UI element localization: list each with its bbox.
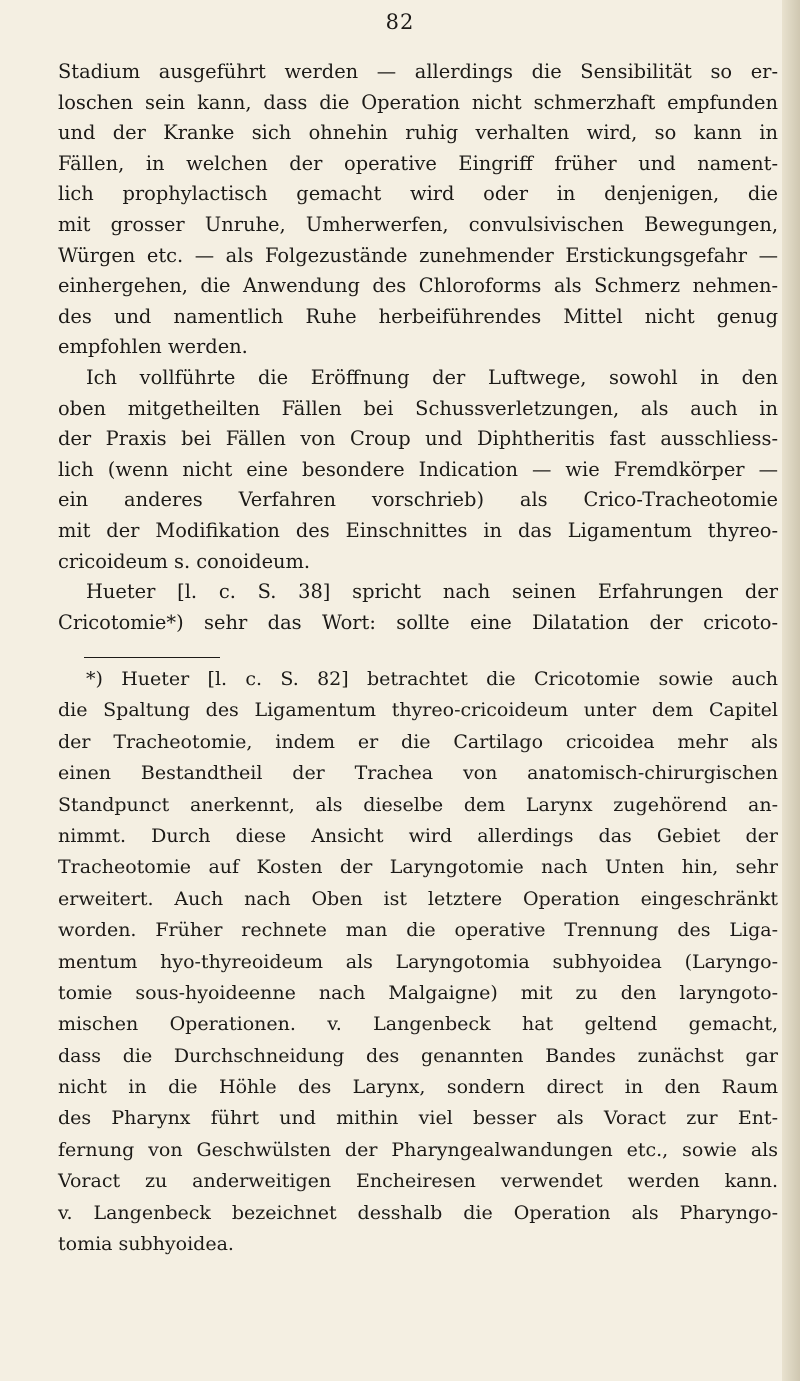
text-line: ein anderes Verfahren vorschrieb) als Crico-Tracheotomie — [58, 488, 778, 512]
footnote-line: Standpunct anerkennt, als dieselbe dem Larynx zugehörend an- — [58, 793, 778, 816]
footnote-divider — [84, 657, 220, 658]
text-line: Hueter [l. c. S. 38] spricht nach seinen Erfahrungen der — [86, 580, 778, 604]
footnote-line: tomie sous-hyoideenne nach Malgaigne) mit zu den laryngoto- — [58, 981, 778, 1004]
footnote-line: mischen Operationen. v. Langenbeck hat geltend gemacht, — [58, 1013, 778, 1036]
text-line: des und namentlich Ruhe herbeiführendes Mittel nicht genug — [58, 304, 778, 328]
footnote — [58, 664, 778, 1260]
text-line: loschen sein kann, dass die Operation nicht schmerzhaft empfunden — [58, 90, 778, 114]
text-line: cricoideum s. conoideum. — [58, 549, 311, 573]
text-line: lich (wenn nicht eine besondere Indication — wie Fremdkörper — — [58, 457, 778, 481]
footnote-line: v. Langenbeck bezeichnet desshalb die Operation als Pharyngo- — [58, 1201, 778, 1224]
footnote-line: dass die Durchschneidung des genannten Bandes zunächst gar — [58, 1044, 778, 1067]
footnote-line: erweitert. Auch nach Oben ist letztere Operation eingeschränkt — [58, 887, 778, 910]
text-line: empfohlen werden. — [58, 335, 248, 359]
footnote-line: einen Bestandtheil der Trachea von anatomisch-chirurgischen — [58, 762, 778, 785]
footnote-line: tomia subhyoidea. — [58, 1233, 234, 1256]
footnote-line: des Pharynx führt und mithin viel besser als Voract zur Ent- — [58, 1107, 778, 1130]
footnote-line: Tracheotomie auf Kosten der Laryngotomie nach Unten hin, sehr — [58, 856, 778, 879]
text-line: lich prophylactisch gemacht wird oder in denjenigen, die — [58, 182, 778, 206]
footnote-line: worden. Früher rechnete man die operative Trennung des Liga- — [58, 919, 778, 942]
page-number: 82 — [385, 10, 415, 34]
footnote-line: mentum hyo-thyreoideum als Laryngotomia subhyoidea (Laryngo- — [58, 950, 778, 973]
text-line: oben mitgetheilten Fällen bei Schussverletzungen, als auch in — [58, 396, 778, 420]
text-line: mit der Modifikation des Einschnittes in das Ligamentum thyreo- — [58, 518, 778, 542]
footnote-line: der Tracheotomie, indem er die Cartilago cricoidea mehr als — [58, 730, 778, 753]
footnote-line: fernung von Geschwülsten der Pharyngealwandungen etc., sowie als — [58, 1138, 778, 1161]
text-line: Ich vollführte die Eröffnung der Luftwege, sowohl in den — [86, 365, 778, 389]
text-line: Cricotomie*) sehr das Wort: sollte eine Dilatation der cricoto- — [58, 610, 778, 634]
text-line: Fällen, in welchen der operative Eingriff früher und nament- — [58, 151, 778, 175]
text-line: der Praxis bei Fällen von Croup und Diphtheritis fast ausschliess- — [58, 427, 778, 451]
text-line: einhergehen, die Anwendung des Chloroforms als Schmerz nehmen- — [58, 274, 778, 298]
text-line: mit grosser Unruhe, Umherwerfen, convulsivischen Bewegungen, — [58, 212, 778, 236]
text-line: und der Kranke sich ohnehin ruhig verhalten wird, so kann in — [58, 121, 778, 145]
main-text — [58, 57, 778, 638]
footnote-line: nicht in die Höhle des Larynx, sondern direct in den Raum — [58, 1076, 778, 1099]
text-line: Würgen etc. — als Folgezustände zunehmender Erstickungsgefahr — — [58, 243, 778, 267]
footnote-line: Voract zu anderweitigen Encheiresen verwendet werden kann. — [58, 1170, 778, 1193]
footnote-line: die Spaltung des Ligamentum thyreo-cricoideum unter dem Capitel — [58, 699, 778, 722]
footnote-line: nimmt. Durch diese Ansicht wird allerdings das Gebiet der — [58, 824, 778, 847]
text-line: Stadium ausgeführt werden — allerdings die Sensibilität so er- — [58, 60, 778, 83]
footnote-line: *) Hueter [l. c. S. 82] betrachtet die Cricotomie sowie auch — [86, 668, 778, 690]
page-edge-shadow — [782, 0, 800, 1381]
